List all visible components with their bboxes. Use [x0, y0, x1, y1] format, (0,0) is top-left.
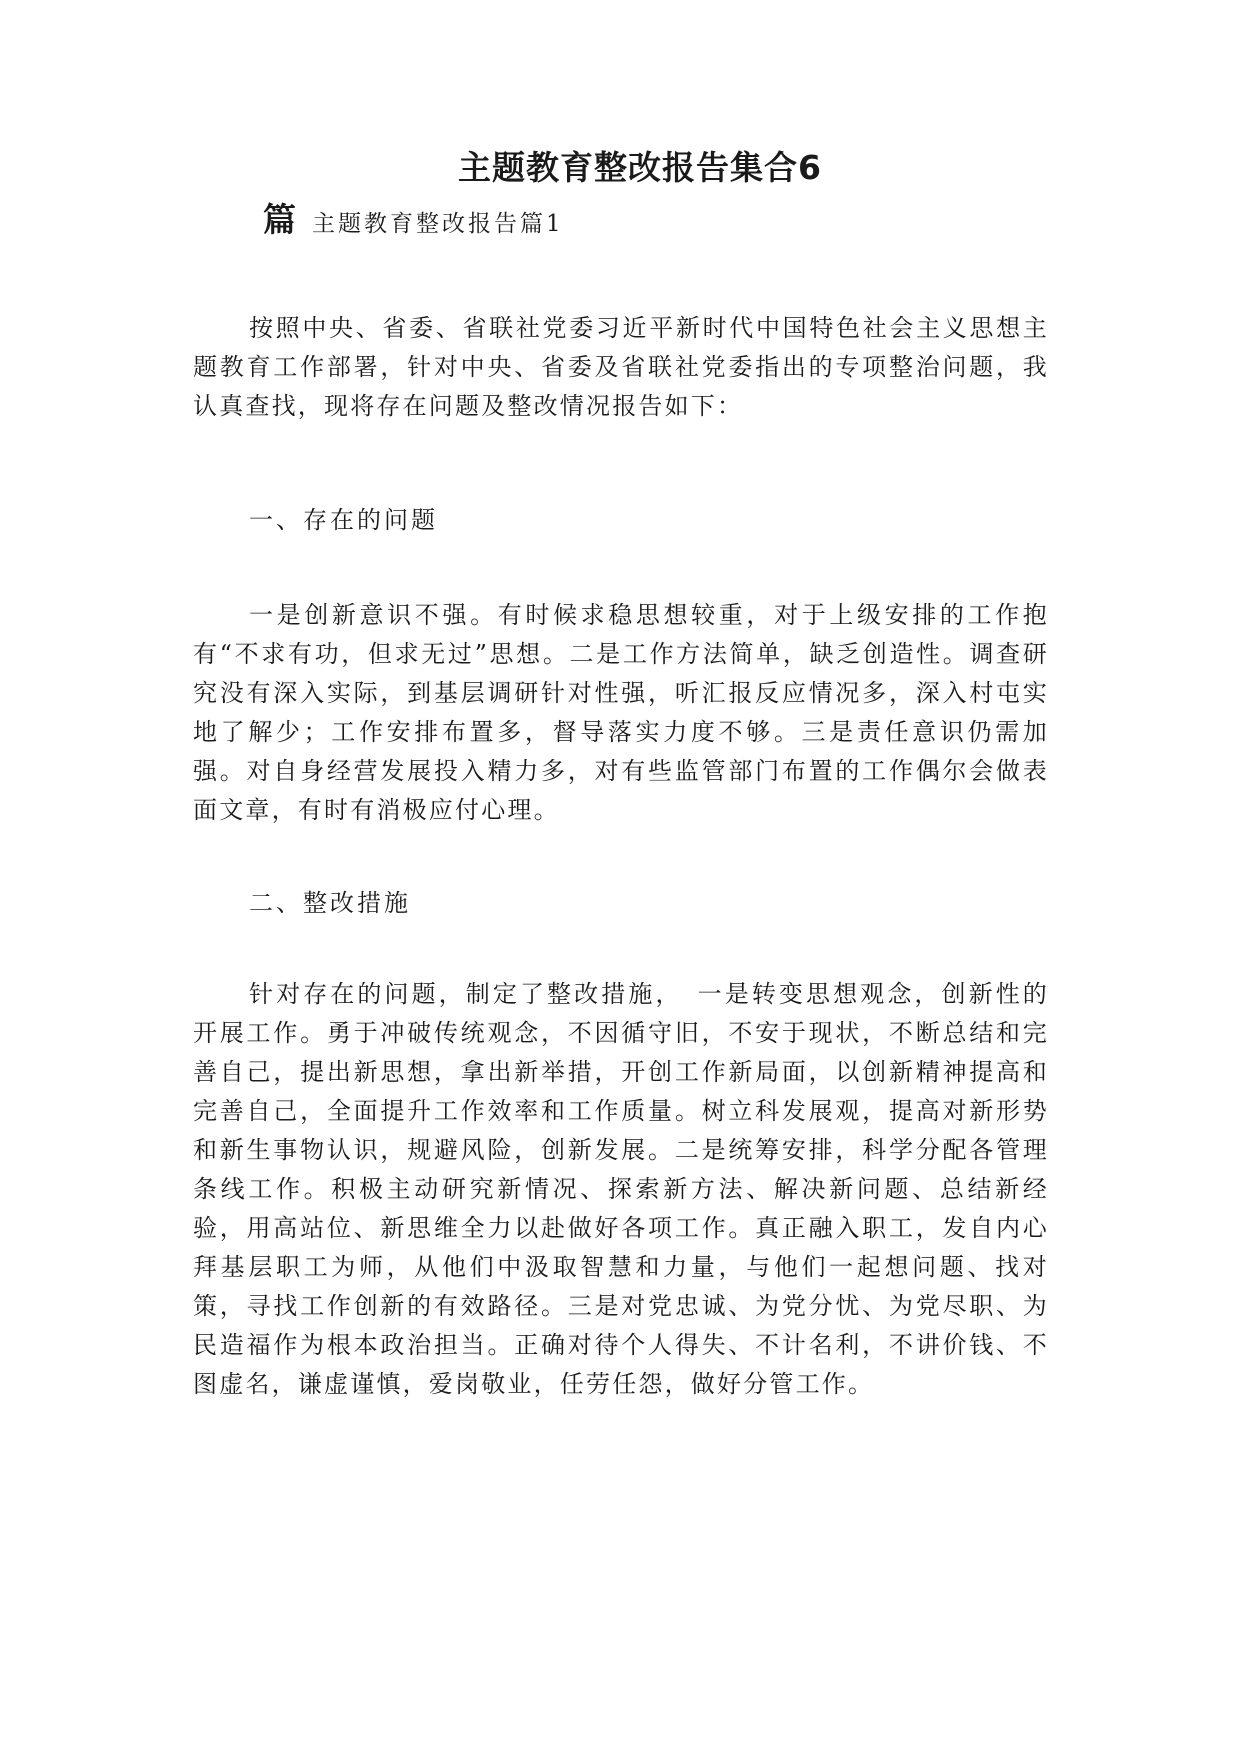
- title-continuation: [263, 200, 564, 246]
- document-title: 主题教育整改报告集合6: [458, 148, 822, 187]
- problems-paragraph: 一是创新意识不强。有时候求稳思想较重，对于上级安排的工作抱有“不求有功，但求无过”思想。二是工作方法简单，缺乏创造性。调查研究没有深入实际，到基层调研针对性强，听汇报反应情况多，深入村屯实地了解少；工作安排布置多，督导落实力度不够。三是责任意识仍需加强。对自身经营发展投入精力多，对有些监管部门布置的工作偶尔会做表面文章，有时有消极应付心理。: [193, 601, 1049, 824]
- intro-paragraph: 按照中央、省委、省联社党委习近平新时代中国特色社会主义思想主题教育工作部署，针对中央、省委及省联社党委指出的专项整治问题，我认真查找，现将存在问题及整改情况报告如下：: [193, 314, 1049, 420]
- document-subtitle: 主题教育整改报告篇1: [312, 211, 564, 237]
- section-heading-measures: 二、整改措施: [249, 889, 411, 917]
- measures-paragraph: 针对存在的问题，制定了整改措施， 一是转变思想观念，创新性的开展工作。勇于冲破传统观念，不因循守旧，不安于现状，不断总结和完善自己，提出新思想，拿出新举措，开创工作新局面，以创新精神提高和完善自己，全面提升工作效率和工作质量。树立科发展观，提高对新形势和新生事物认识，规避风险，创新发展。二是统筹安排，科学分配各管理条线工作。积极主动研究新情况、探索新方法、解决新问题、总结新经验，用高站位、新思维全力以赴做好各项工作。真正融入职工，发自内心拜基层职工为师，从他们中汲取智慧和力量，与他们一起想问题、找对策，寻找工作创新的有效路径。三是对党忠诚、为党分忧、为党尽职、为民造福作为根本政治担当。正确对待个人得失、不计名利，不讲价钱、不图虚名，谦虚谨慎，爱岗敬业，任劳任怨，做好分管工作。: [193, 980, 1049, 1398]
- measures-paragraph-block: [193, 975, 1049, 1404]
- section-heading-problems: 一、存在的问题: [249, 506, 438, 534]
- intro-paragraph-block: [193, 309, 1049, 426]
- title-tail-char: 篇: [263, 200, 296, 239]
- problems-paragraph-block: [193, 596, 1049, 830]
